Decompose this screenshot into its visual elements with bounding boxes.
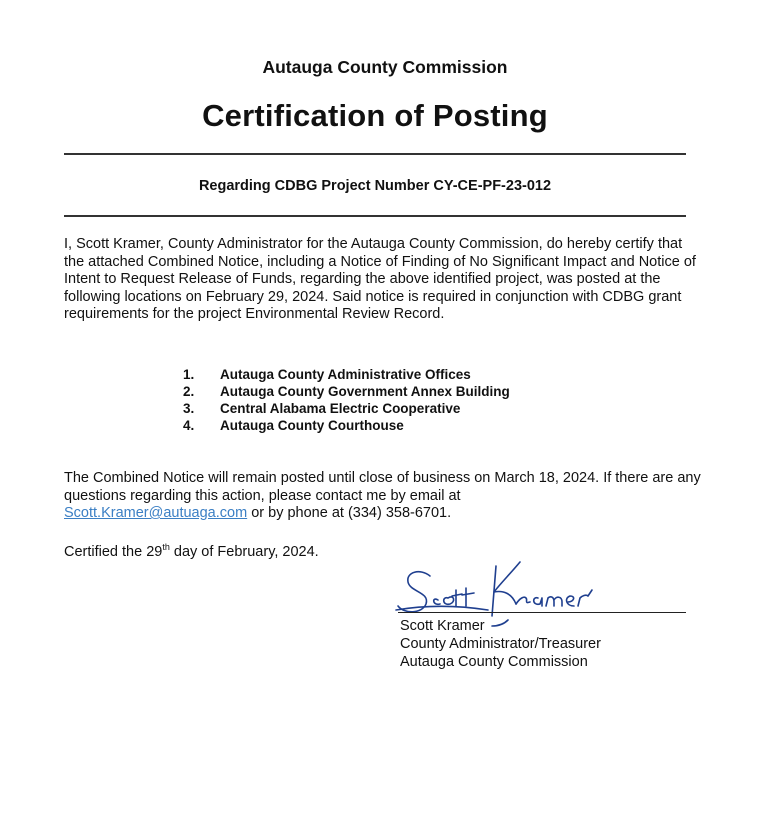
signer-role: County Administrator/Treasurer — [400, 636, 601, 652]
signer-organization: Autauga County Commission — [400, 654, 588, 670]
signature-line — [398, 612, 686, 613]
ordinal-suffix: th — [162, 542, 170, 553]
list-item-location: Autauga County Administrative Offices — [220, 367, 471, 382]
list-item-location: Autauga County Government Annex Building — [220, 384, 510, 399]
list-item-location: Central Alabama Electric Cooperative — [220, 401, 461, 416]
email-link[interactable]: Scott.Kramer@autuaga.com — [64, 505, 248, 521]
certified-prefix: Certified the 29 — [64, 544, 163, 560]
list-item — [183, 383, 510, 400]
certification-paragraph: I, Scott Kramer, County Administrator for the Autauga County Commission, do hereby certify that the attached Combined Notice, including a Notice of Finding of No Significant Impact and Notice of Intent to Request Release of Funds, regarding the above identified project, was posted at the following locations on February 29, 2024. Said notice is required in conjunction with CDBG grant requirements for the project Environmental Review Record. — [64, 236, 696, 322]
top-divider — [64, 153, 686, 155]
list-item — [183, 366, 510, 383]
bottom-divider — [64, 215, 686, 217]
posting-locations-list — [183, 366, 510, 434]
certified-suffix: day of February, 2024. — [169, 544, 319, 560]
signer-block — [400, 617, 601, 671]
closing-text: The Combined Notice will remain posted until close of business on March 18, 2024. If there are any questions regarding this action, please contact me by email at — [64, 470, 701, 504]
phone-text: or by phone at (334) 358-6701. — [251, 505, 452, 521]
project-reference: Regarding CDBG Project Number CY-CE-PF-23-012 — [198, 178, 552, 194]
list-item-number: 4. — [183, 418, 195, 433]
list-item-number: 3. — [183, 401, 195, 416]
signer-name: Scott Kramer — [400, 618, 485, 634]
list-item-number: 1. — [183, 367, 195, 382]
document-title: Certification of Posting — [202, 98, 548, 133]
list-item-number: 2. — [183, 384, 195, 399]
list-item-location: Autauga County Courthouse — [220, 418, 404, 433]
organization-heading: Autauga County Commission — [262, 57, 508, 77]
closing-paragraph — [64, 470, 704, 523]
list-item — [183, 400, 510, 417]
list-item — [183, 417, 510, 434]
certified-date — [64, 544, 704, 562]
